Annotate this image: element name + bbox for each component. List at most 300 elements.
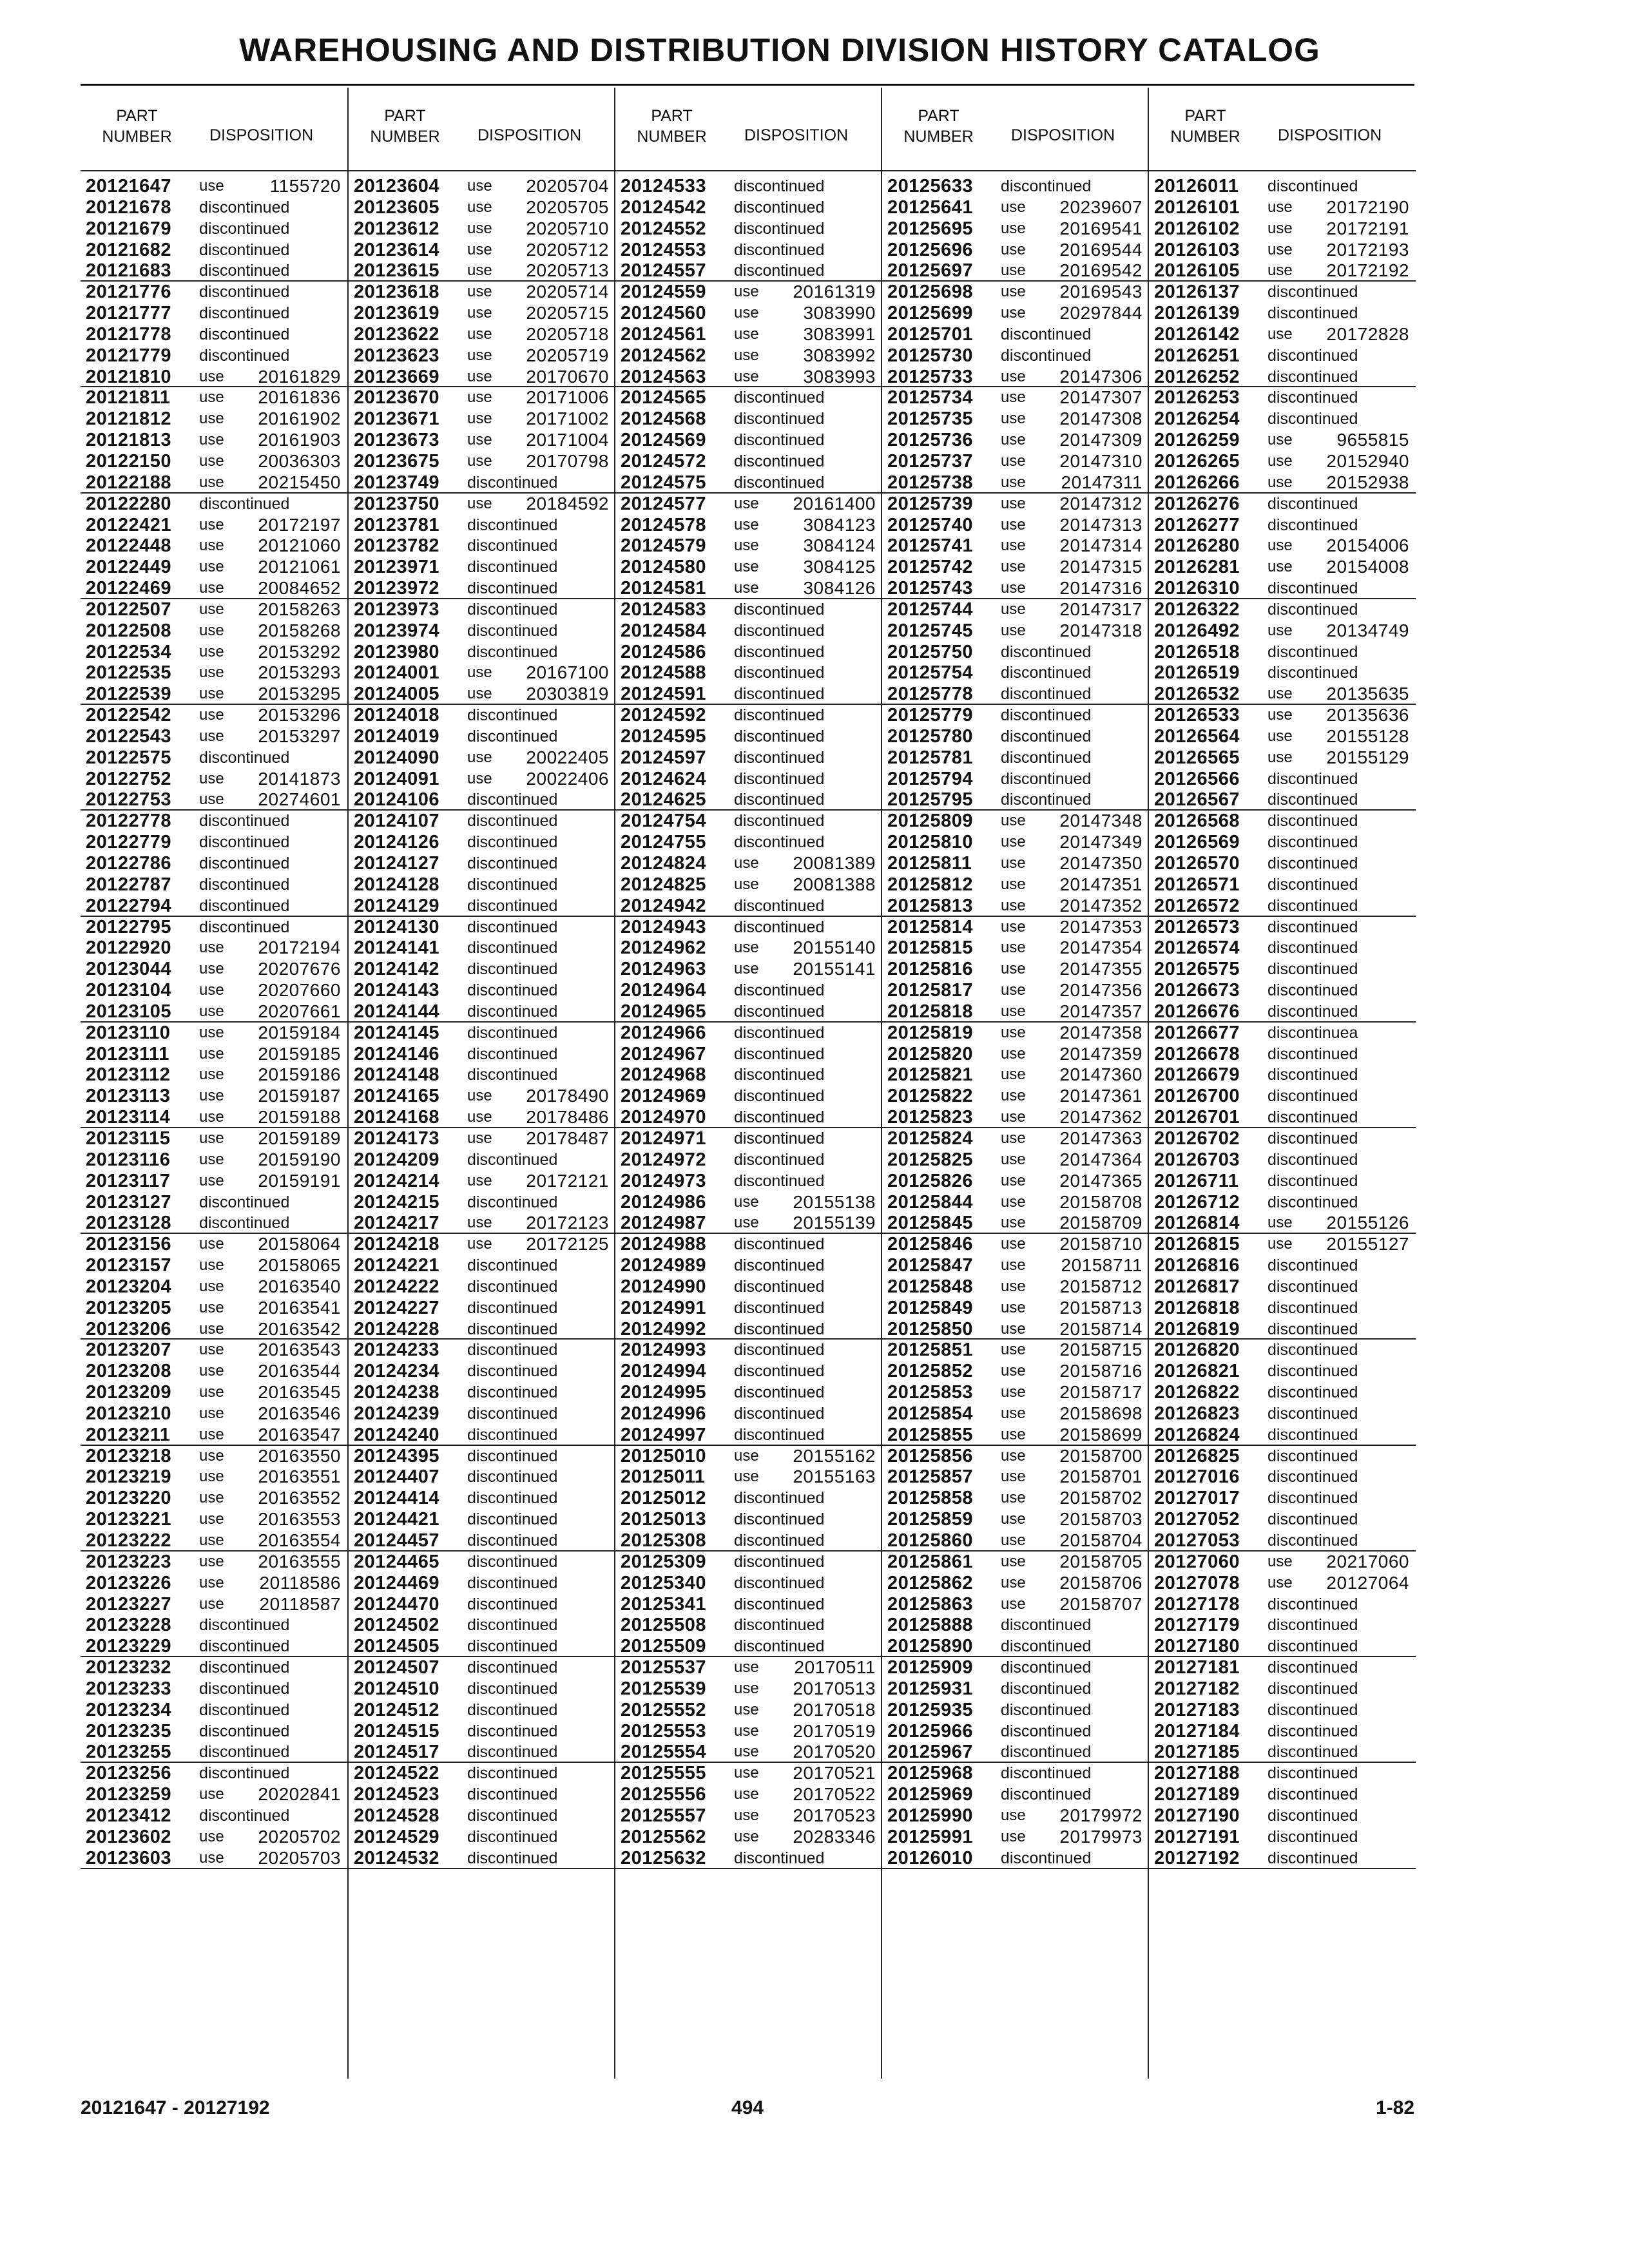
replacement-part-number: 20178490 [526,1086,609,1106]
part-number: 20127183 [1154,1699,1240,1720]
header-rule [1149,170,1416,171]
disposition [1001,515,1142,535]
catalog-row [882,1446,1149,1467]
replacement-part-number: 20171002 [526,408,609,429]
part-number: 20125557 [621,1805,707,1826]
replacement-part-number: 20169543 [1059,282,1142,302]
part-number: 20126824 [1154,1424,1240,1445]
use-word: use [1268,1573,1293,1591]
catalog-row [615,1086,882,1107]
part-number: 20122794 [86,895,172,916]
part-number: 20125821 [887,1064,974,1086]
part-number: 20124407 [354,1466,440,1488]
catalog-row [81,1573,347,1594]
use-word: use [1001,1404,1026,1422]
disposition: discontinued [467,621,558,640]
replacement-part-number: 20158709 [1059,1213,1142,1233]
part-number: 20124227 [354,1297,440,1318]
disposition [199,1466,341,1487]
catalog-row [1149,1636,1416,1657]
replacement-part-number: 20172192 [1326,260,1409,281]
disposition: discontinued [1001,346,1092,365]
disposition: discontinued [1268,1468,1358,1486]
disposition [467,282,609,302]
disposition: discontinued [199,325,290,343]
part-number: 20125745 [887,620,974,641]
disposition: discontinued [467,1341,558,1360]
catalog-row [615,1488,882,1509]
disposition [1001,599,1142,620]
disposition [467,260,609,281]
catalog-row [615,1742,882,1763]
catalog-row [615,1466,882,1488]
use-word: use [199,1066,224,1084]
part-number: 20124222 [354,1276,440,1297]
disposition [199,367,341,387]
part-number: 20125855 [887,1424,974,1445]
disposition: discontinued [467,1510,558,1529]
catalog-row [615,599,882,620]
replacement-part-number: 20205719 [526,345,609,365]
replacement-part-number: 20147317 [1059,599,1142,619]
replacement-part-number: 20155126 [1326,1213,1409,1233]
replacement-part-number: 20155129 [1326,747,1409,767]
replacement-part-number: 20152938 [1326,472,1409,492]
catalog-row [81,705,347,726]
use-word: use [1001,304,1026,322]
disposition [467,387,609,408]
use-word: use [199,706,224,724]
catalog-title: WAREHOUSING AND DISTRIBUTION DIVISION HISTORY CATALOG [239,32,1320,68]
part-number-header [1149,106,1262,147]
disposition [1001,535,1142,556]
catalog-row [1149,705,1416,726]
footer-section-number: 1-82 [1375,2097,1414,2119]
disposition: discontinued [734,1595,825,1613]
part-number: 20123223 [86,1551,172,1572]
part-number: 20123782 [354,535,440,557]
disposition: discontinued [1268,1595,1358,1613]
disposition: discontinued [734,219,825,238]
catalog-row [349,747,615,769]
catalog-row [882,937,1149,959]
disposition: discontinued [734,1023,825,1042]
catalog-row [349,1805,615,1827]
disposition [1001,240,1142,260]
disposition: discontinued [1001,1764,1092,1783]
disposition: discontinued [467,642,558,661]
catalog-row [882,1552,1149,1573]
part-number: 20124533 [621,176,707,197]
part-number: 20127189 [1154,1784,1240,1805]
disposition: discontinued [199,1193,290,1211]
part-number: 20124988 [621,1234,707,1255]
replacement-part-number: 3084126 [803,578,876,599]
use-word: use [199,1087,224,1105]
disposition: discontinued [1268,389,1358,407]
use-word: use [1001,1383,1026,1401]
catalog-row [615,387,882,408]
column-header [349,88,615,170]
replacement-part-number: 20163554 [258,1530,341,1550]
replacement-part-number: 20158716 [1059,1361,1142,1381]
catalog-row [349,769,615,790]
disposition [1001,1128,1142,1149]
disposition: discontinued [1001,685,1092,704]
catalog-row [882,769,1149,790]
replacement-part-number: 20135636 [1326,705,1409,726]
disposition: discontinued [199,833,290,852]
use-word: use [199,1785,224,1803]
replacement-part-number: 20161400 [793,493,876,514]
disposition: discontinued [734,642,825,661]
catalog-row [81,1657,347,1678]
disposition: discontinued [1268,1404,1358,1423]
catalog-row [615,1530,882,1552]
part-number: 20124996 [621,1403,707,1424]
disposition [199,1382,341,1403]
use-word: use [199,685,224,703]
replacement-part-number: 20147314 [1059,535,1142,556]
replacement-part-number: 20158713 [1059,1297,1142,1318]
part-number: 20126823 [1154,1403,1240,1424]
part-number: 20126010 [887,1847,974,1869]
disposition: discontinued [1268,918,1358,936]
disposition: discontinued [199,812,290,831]
disposition: discontinued [1268,939,1358,957]
replacement-part-number: 20147315 [1059,557,1142,577]
catalog-row [615,1255,882,1276]
disposition: discontinued [467,1362,558,1381]
part-number: 20121679 [86,218,172,239]
catalog-row [882,642,1149,663]
part-number: 20126253 [1154,387,1240,408]
replacement-part-number: 20147318 [1059,620,1142,640]
part-number: 20125991 [887,1826,974,1847]
catalog-row [882,662,1149,684]
replacement-part-number: 20171006 [526,387,609,408]
replacement-part-number: 20161319 [793,282,876,302]
catalog-row [349,1678,615,1700]
part-number: 20124755 [621,832,707,853]
part-number: 20126816 [1154,1255,1240,1276]
disposition [734,959,876,979]
disposition-header: DISPOSITION [1278,126,1382,144]
catalog-row [1149,1509,1416,1530]
part-number: 20125554 [621,1742,707,1763]
disposition: discontinued [1268,1383,1358,1402]
disposition [467,1213,609,1233]
disposition: discontinued [1268,1700,1358,1719]
use-word: use [734,1743,759,1761]
part-number: 20124414 [354,1488,440,1509]
disposition [1001,1192,1142,1213]
part-number: 20126575 [1154,959,1240,980]
disposition: discontinued [1268,346,1358,365]
use-word: use [734,558,759,576]
disposition [734,303,876,323]
disposition-header: DISPOSITION [209,126,314,144]
catalog-row [882,1678,1149,1700]
disposition [734,853,876,874]
catalog-row [1149,853,1416,874]
catalog-row [349,1255,615,1276]
use-word: use [1001,1595,1026,1613]
use-word: use [734,1658,759,1677]
part-number: 20124130 [354,916,440,937]
disposition [1001,387,1142,408]
catalog-row [882,1742,1149,1763]
catalog-row [81,1234,347,1255]
disposition: discontinued [1268,664,1358,682]
disposition [734,282,876,302]
catalog-row [81,367,347,388]
catalog-row [81,1128,347,1149]
replacement-part-number: 20147348 [1059,811,1142,831]
use-word: use [1268,537,1293,555]
disposition [1268,1213,1409,1233]
use-word: use [734,1764,759,1782]
disposition: discontinued [734,918,825,936]
use-word: use [734,1214,759,1232]
disposition: discontinued [467,1002,558,1021]
part-number: 20125848 [887,1276,974,1297]
disposition [734,937,876,958]
disposition: discontinued [734,600,825,619]
use-word: use [199,1235,224,1253]
disposition [734,1827,876,1847]
catalog-row [1149,1573,1416,1594]
disposition [199,705,341,726]
disposition: discontinued [734,896,825,915]
disposition: discontinued [1268,642,1358,661]
part-number: 20123972 [354,578,440,599]
catalog-row [81,535,347,557]
replacement-part-number: 20161836 [258,387,341,408]
use-word: use [734,1806,759,1824]
disposition [199,1023,341,1043]
disposition: discontinued [734,262,825,280]
replacement-part-number: 20172828 [1326,323,1409,344]
replacement-part-number: 20159188 [258,1107,341,1128]
part-number: 20124218 [354,1234,440,1255]
replacement-part-number: 20155163 [793,1466,876,1487]
catalog-row [349,1340,615,1361]
part-number: 20125931 [887,1678,974,1699]
catalog-row [615,769,882,790]
catalog-row [882,917,1149,938]
catalog-row [615,260,882,282]
part-number: 20124597 [621,747,707,768]
use-word: use [734,875,759,893]
catalog-row [615,620,882,642]
part-number: 20121683 [86,260,172,282]
part-number: 20123209 [86,1382,172,1403]
catalog-row [1149,535,1416,557]
part-number: 20123675 [354,450,440,472]
disposition: discontinued [1268,854,1358,872]
use-word: use [467,262,492,280]
disposition: discontinued [1268,1658,1358,1677]
use-word: use [1268,198,1293,216]
catalog-row [882,747,1149,769]
use-word: use [1001,854,1026,872]
disposition [467,451,609,472]
catalog-row [1149,494,1416,515]
catalog-column [81,88,347,2079]
catalog-row [81,240,347,261]
catalog-row [1149,218,1416,240]
catalog-row [882,472,1149,494]
catalog-row [1149,1298,1416,1319]
disposition [1268,535,1409,556]
disposition: discontinued [199,1743,290,1762]
catalog-row [882,1466,1149,1488]
disposition: discontinued [467,875,558,894]
catalog-row [882,853,1149,874]
use-word: use [734,960,759,978]
disposition: discontinued [734,1616,825,1635]
part-number: 20126322 [1154,599,1240,620]
use-word: use [1001,1468,1026,1486]
part-number: 20122752 [86,768,172,789]
replacement-part-number: 20154006 [1326,535,1409,556]
use-word: use [1001,896,1026,914]
disposition [199,1594,341,1615]
use-word: use [1001,833,1026,851]
header-part-label: PART [1184,107,1226,125]
use-word: use [1001,1066,1026,1084]
replacement-part-number: 20159191 [258,1170,341,1191]
disposition: discontinued [467,1023,558,1042]
part-number: 20126276 [1154,493,1240,514]
catalog-row [615,367,882,388]
use-word: use [1001,558,1026,576]
catalog-row [349,937,615,959]
disposition: discontinued [1001,177,1092,195]
catalog-row [882,1382,1149,1403]
disposition: discontinued [1268,1489,1358,1508]
disposition: discontinued [467,1573,558,1592]
replacement-part-number: 20178486 [526,1107,609,1128]
use-word: use [467,452,492,470]
disposition: discontinued [467,579,558,598]
disposition: discontinued [1268,1256,1358,1275]
replacement-part-number: 20147353 [1059,916,1142,937]
use-word: use [1268,727,1293,745]
disposition: discontinued [199,748,290,767]
part-number: 20124005 [354,684,440,705]
catalog-row [349,1044,615,1065]
use-word: use [1001,1193,1026,1211]
disposition [1001,1107,1142,1128]
disposition [1001,874,1142,895]
use-word: use [199,1298,224,1316]
part-number: 20126679 [1154,1064,1240,1086]
catalog-row [349,811,615,832]
catalog-row [615,1573,882,1594]
part-number: 20122507 [86,599,172,620]
disposition: discontinued [734,177,825,195]
catalog-row [349,1234,615,1255]
disposition [1001,1530,1142,1551]
disposition [467,240,609,260]
catalog-row [615,218,882,240]
disposition: discontinued [467,600,558,619]
use-word: use [1001,1532,1026,1549]
use-word: use [199,642,224,660]
replacement-part-number: 20158703 [1059,1509,1142,1530]
replacement-part-number: 3084125 [803,557,876,577]
use-word: use [1001,960,1026,978]
catalog-row [81,1425,347,1446]
header-number-label: NUMBER [370,128,440,146]
disposition: discontinued [734,812,825,831]
replacement-part-number: 20167100 [526,662,609,683]
catalog-row [1149,811,1416,832]
disposition: discontinued [467,1298,558,1317]
replacement-part-number: 20215450 [258,472,341,492]
part-number: 20127180 [1154,1636,1240,1657]
part-number-header [615,106,728,147]
disposition: discontinued [199,494,290,513]
entry-list [81,176,347,1869]
catalog-row [81,1848,347,1869]
catalog-row [349,1848,615,1869]
catalog-row [615,684,882,705]
part-number: 20123218 [86,1445,172,1466]
part-number: 20126265 [1154,450,1240,472]
part-number: 20124522 [354,1763,440,1784]
catalog-row [882,1488,1149,1509]
disposition [1001,494,1142,514]
catalog-row [882,1403,1149,1425]
disposition [1001,1488,1142,1508]
part-number-header [81,106,193,147]
part-number: 20127182 [1154,1678,1240,1699]
disposition [199,1827,341,1847]
use-word: use [1001,1298,1026,1316]
part-number: 20123749 [354,472,440,493]
disposition [734,1721,876,1742]
part-number: 20127185 [1154,1742,1240,1763]
part-number: 20122543 [86,726,172,747]
part-number: 20125862 [887,1572,974,1593]
catalog-row [882,789,1149,811]
catalog-row [349,896,615,917]
use-word: use [467,389,492,407]
part-number: 20124967 [621,1043,707,1064]
disposition [1001,578,1142,599]
disposition: discontinued [199,1637,290,1656]
catalog-row [81,1509,347,1530]
disposition: discontinued [467,1849,558,1867]
disposition [734,345,876,366]
replacement-part-number: 20158717 [1059,1382,1142,1403]
part-number: 20123233 [86,1678,172,1699]
replacement-part-number: 20163541 [258,1297,341,1318]
catalog-row [81,345,347,367]
replacement-part-number: 20147312 [1059,493,1142,514]
disposition: discontinued [1268,1341,1358,1360]
disposition [1268,451,1409,472]
catalog-row [882,896,1149,917]
use-word: use [467,769,492,787]
catalog-row [882,599,1149,620]
disposition [467,494,609,514]
catalog-row [615,408,882,430]
part-number: 20123234 [86,1699,172,1720]
